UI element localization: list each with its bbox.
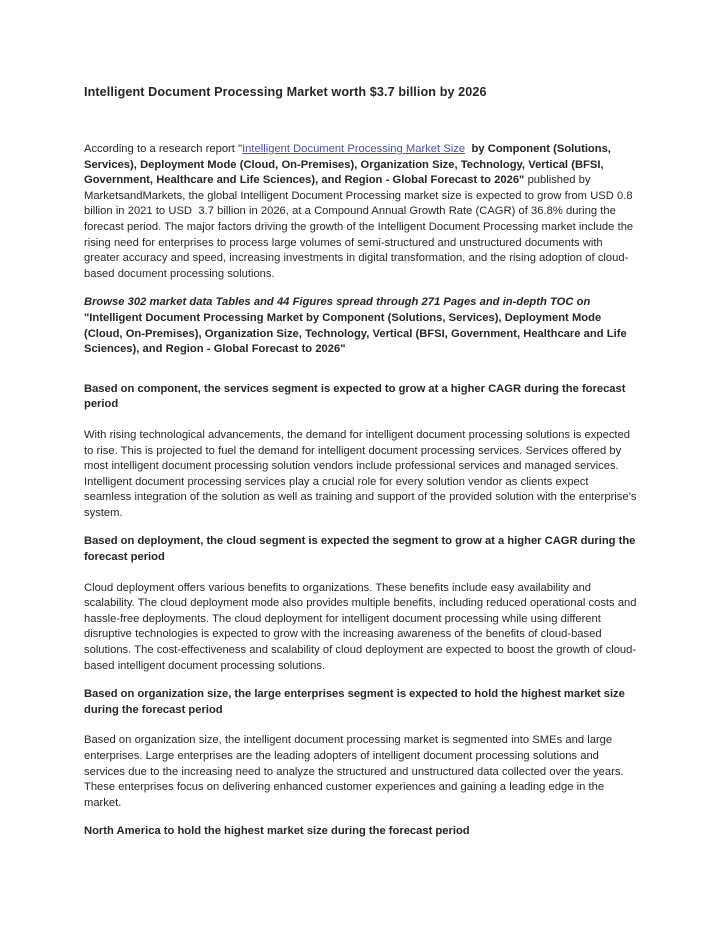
page-title: Intelligent Document Processing Market worth $3.7 billion by 2026: [84, 85, 487, 99]
spacer-heading-2-body: [84, 566, 637, 581]
section-body-organization-size: Based on organization size, the intelligent document processing market is segmented into SMEs and large enterprises. Large enterprises are the leading adopters of intelligent document processing solutions and services due to the increasing need to analyze the structured and unstructured data collected over the years. These enterprises focus on delivering enhanced customer experiences and gaining a leading edge in the market.: [84, 734, 627, 809]
intro-body-text: published by MarketsandMarkets, the global Intelligent Document Processing market size is expected to grow from USD 0.8 billion in 2021 to USD 3.7 billion in 2026, at a Compound Annual Growth Rate (CAGR) of 36.8% during the forecast period. The major factors driving the growth of the Intelligent Document Processing market include the rising need for enterprises to process large volumes of semi-structured and unstructured documents with greater accuracy and speed, increasing investments in digital transformation, and the rising adoption of cloud-based document processing solutions.: [84, 174, 637, 280]
section-body-deployment: Cloud deployment offers various benefits to organizations. These benefits include easy availability and scalability. The cloud deployment mode also provides multiple benefits, including reduced operational costs and hassle-free deployments. The cloud deployment for intelligent document processing while using different disruptive technologies is expected to grow with the increasing awareness of the benefits of cloud-based solutions. The cost-effectiveness and scalability of cloud deployment are expected to boost the growth of cloud-based intelligent document processing solutions.: [84, 581, 640, 672]
report-link[interactable]: Intelligent Document Processing Market Size: [242, 143, 466, 155]
spacer-section-1-2: [84, 521, 637, 534]
intro-paragraph: [84, 142, 637, 282]
browse-report-title: "Intelligent Document Processing Market by Component (Solutions, Services), Deployment Mode (Cloud, On-Premises), Organization Size, Technology, Vertical (BFSI, Government, Healthcare and Life Sciences), and Region - Global Forecast to 2026": [84, 296, 630, 356]
browse-paragraph: [84, 295, 637, 357]
intro-report-title: by Component (Solutions, Services), Deployment Mode (Cloud, On-Premises), Organization Size, Technology, Vertical (BFSI, Government, Healthcare and Life Sciences), and Region - Global Forecast to 2026": [84, 143, 615, 187]
intro-lead-text: According to a research report ": [84, 143, 243, 155]
section-heading-component: Based on component, the services segment is expected to grow at a higher CAGR during the forecast period: [84, 382, 626, 411]
spacer-browse-section-1: [84, 358, 637, 382]
section-heading-organization-size: Based on organization size, the large enterprises segment is expected to hold the highest market size during the forecast period: [84, 688, 625, 716]
spacer-heading-1-body: [84, 413, 637, 428]
title-spacer: [84, 100, 637, 142]
document-content: [84, 84, 640, 840]
spacer-intro-browse: [84, 282, 637, 295]
spacer-heading-3-body: [84, 718, 637, 733]
section-heading-north-america: North America to hold the highest market size during the forecast period: [84, 825, 470, 838]
section-heading-deployment: Based on deployment, the cloud segment is expected the segment to grow at a higher CAGR during the forecast period: [84, 535, 636, 564]
spacer-section-2-3: [84, 674, 637, 687]
spacer-section-3-final: [84, 811, 637, 824]
browse-italic-text: Browse 302 market data Tables and 44 Figures spread through 271 Pages and in-depth TOC on: [84, 296, 591, 309]
section-body-component: With rising technological advancements, the demand for intelligent document processing solutions is expected to rise. This is projected to fuel the demand for intelligent document processing services. Services offered by most intelligent document processing solution vendors include professional services and managed services. Intelligent document processing services play a crucial role for every solution vendor as clients expect seamless integration of the solution as well as training and support of the provided solution with the enterprise’s system.: [84, 428, 640, 519]
